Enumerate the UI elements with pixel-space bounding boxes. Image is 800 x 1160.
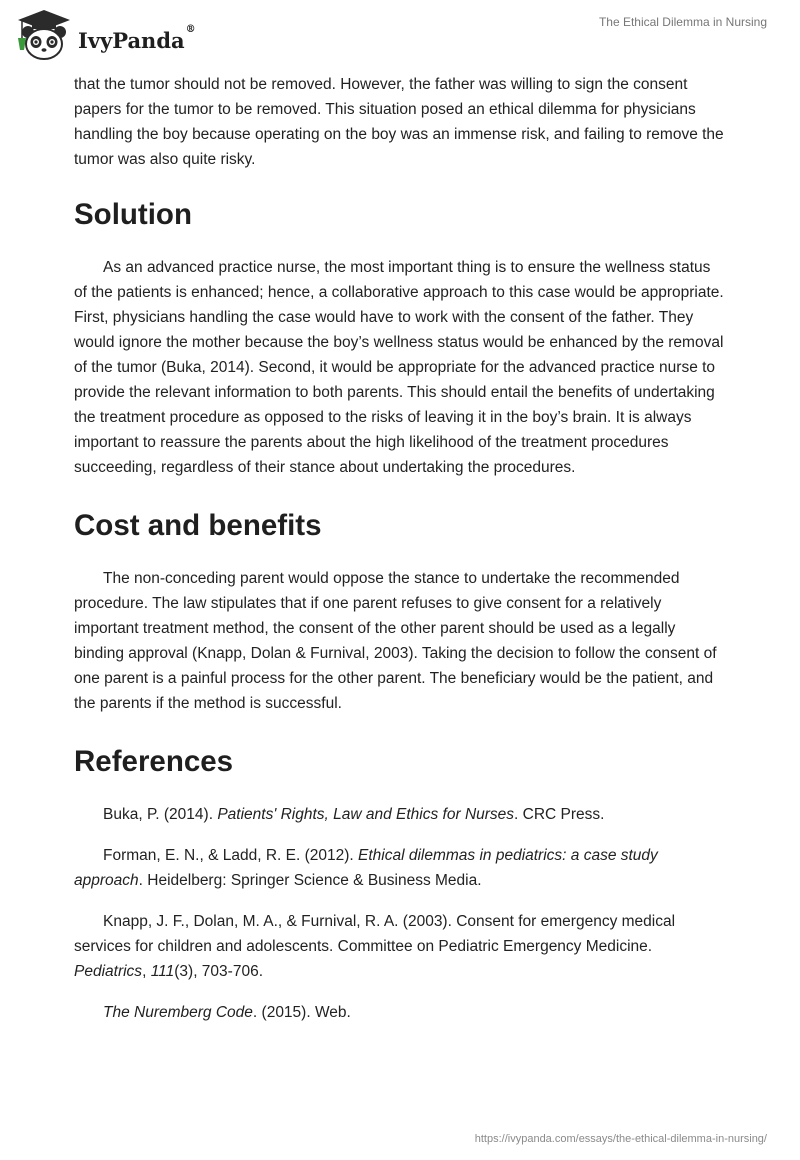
document-title: The Ethical Dilemma in Nursing <box>598 15 767 29</box>
brand-logo[interactable] <box>14 8 196 67</box>
panda-graduate-icon <box>14 8 74 67</box>
reference-item: Buka, P. (2014). Patients' Rights, Law and Ethics for Nurses. CRC Press. <box>103 806 605 823</box>
source-url[interactable]: https://ivypanda.com/essays/the-ethical-dilemma-in-nursing/ <box>474 1133 767 1145</box>
page-header <box>0 0 800 70</box>
solution-paragraph: As an advanced practice nurse, the most important thing is to ensure the wellness status of the patients is enhanced; hence, a collaborative approach to this case would be appropriate. First, physicians handling the case would have to work with the consent of the father. They would ignore the mother because the boy’s wellness status would be enhanced by the removal of the tumor (Buka, 2014). Second, it would be appropriate for the advanced practice nurse to provide the relevant information to both parents. This should entail the benefits of undertaking the treatment procedure as opposed to the risks of leaving it in the boy’s brain. It is always important to reassure the parents about the high likelihood of the treatment procedures succeeding, regardless of their stance about undertaking the procedures. <box>74 259 724 476</box>
reference-item: Forman, E. N., & Ladd, R. E. (2012). Ethical dilemmas in pediatrics: a case study approach. Heidelberg: Springer Science & Business Media. <box>74 847 658 889</box>
solution-heading: Solution <box>74 198 192 231</box>
cost-benefits-paragraph: The non-conceding parent would oppose the stance to undertake the recommended procedure. The law stipulates that if one parent refuses to give consent for a relatively important treatment method, the consent of the other parent should be used as a legally binding approval (Knapp, Dolan & Furnival, 2003). Taking the decision to follow the consent of one parent is a painful process for the other parent. The beneficiary would be the patient, and the parents if the method is successful. <box>74 570 717 712</box>
intro-paragraph: that the tumor should not be removed. However, the father was willing to sign the consent papers for the tumor to be removed. This situation posed an ethical dilemma for physicians handling the boy because operating on the boy was an immense risk, and failing to remove the tumor was also quite risky. <box>74 76 724 168</box>
essay-content <box>74 72 726 1041</box>
cost-benefits-heading: Cost and benefits <box>74 509 322 542</box>
reference-item: The Nuremberg Code. (2015). Web. <box>103 1004 351 1021</box>
reference-item: Knapp, J. F., Dolan, M. A., & Furnival, R. A. (2003). Consent for emergency medical services for children and adolescents. Committee on Pediatric Emergency Medicine. Pediatrics, 111(3), 703-706. <box>74 913 676 980</box>
references-heading: References <box>74 745 234 778</box>
brand-name: IvyPanda® <box>78 24 196 53</box>
